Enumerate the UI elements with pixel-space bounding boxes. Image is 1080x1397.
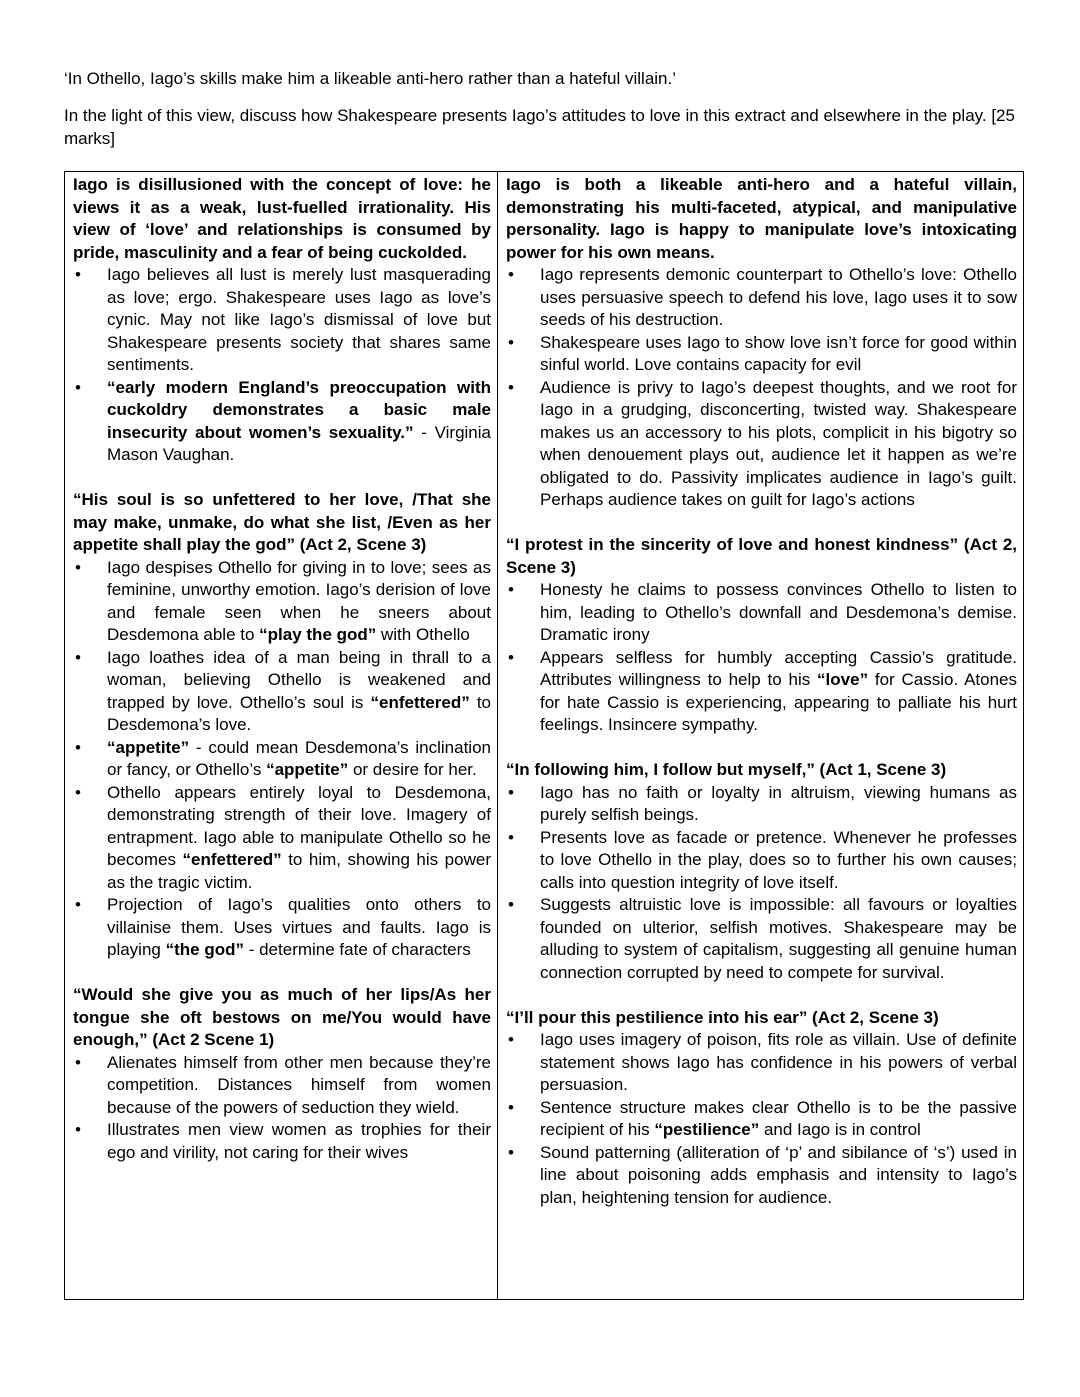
list-item	[73, 377, 491, 467]
list-item	[73, 647, 491, 737]
section-heading: “I protest in the sincerity of love and honest kindness” (Act 2, Scene 3)	[506, 535, 1017, 577]
bullet-list	[506, 264, 1017, 512]
bullet-list	[73, 264, 491, 467]
item-text: Illustrates men view women as trophies for their ego and virility, not caring for their wives	[107, 1120, 491, 1162]
list-item	[73, 1119, 491, 1164]
item-text: Iago despises Othello for giving in to love; sees as feminine, unworthy emotion. Iago’s derision of love and female seen when he sneers about Desdemona able to	[107, 557, 491, 644]
list-item	[73, 264, 491, 377]
critic-quote: “early modern England’s preoccupation with cuckoldry demonstrates a basic male insecurity about women’s sexuality.”	[107, 377, 491, 442]
section-heading: “In following him, I follow but myself,” (Act 1, Scene 3)	[506, 760, 947, 779]
item-text: Projection of Iago’s qualities onto others to villainise them. Uses virtues and faults. Iago is playing	[107, 895, 491, 959]
section-heading: “Would she give you as much of her lips/As her tongue she oft bestows on me/You would have enough,” (Act 2 Scene 1)	[73, 985, 491, 1049]
item-text: Sentence structure makes clear Othello is to be the passive recipient of his	[540, 1097, 1017, 1139]
item-text: with Othello	[376, 625, 470, 644]
list-item	[506, 1029, 1017, 1097]
item-text: Iago loathes idea of a man being in thrall to a woman, believing Othello is weakened and trapped by love. Othello’s soul is	[107, 647, 491, 712]
item-text: - determine fate of characters	[244, 940, 471, 959]
item-text: Iago uses imagery of poison, fits role as villain. Use of definite statement shows Iago has confidence in his powers of verbal persuasion.	[540, 1030, 1017, 1094]
item-text: Appears selfless for humbly accepting Cassio’s gratitude. Attributes willingness to help to his	[540, 647, 1017, 689]
quote-fragment: “pestilience”	[654, 1120, 760, 1139]
list-item	[506, 894, 1017, 984]
bullet-list	[506, 782, 1017, 985]
bullet-list	[506, 579, 1017, 737]
list-item	[506, 827, 1017, 895]
list-item	[506, 1097, 1017, 1142]
quote-fragment: “play the god”	[259, 625, 377, 644]
list-item	[506, 782, 1017, 827]
item-text: Audience is privy to Iago’s deepest thoughts, and we root for Iago in a grudging, disconcerting, twisted way. Shakespeare makes us an accessory to his plots, complicit in his bigotry so when denouement plays out, audience let it happen as we’re obligated to do. Passivity implicates audience in Iago’s guilt. Perhaps audience takes on guilt for Iago’s actions	[540, 377, 1017, 509]
item-text: Iago represents demonic counterpart to Othello’s love: Othello uses persuasive speech to defend his love, Iago uses it to sow seeds of his destruction.	[540, 265, 1017, 329]
list-item	[73, 737, 491, 782]
essay-question-quote: ‘In Othello, Iago’s skills make him a likeable anti-hero rather than a hateful villain.’	[64, 69, 676, 88]
quote-fragment: “the god”	[165, 940, 244, 959]
item-text: - Virginia Mason Vaughan.	[107, 422, 491, 464]
list-item	[506, 332, 1017, 377]
list-item	[73, 1052, 491, 1120]
item-text: and Iago is in control	[759, 1120, 921, 1139]
bullet-list	[73, 557, 491, 962]
item-text: Iago believes all lust is merely lust masquerading as love; ergo. Shakespeare uses Iago as love’s cynic. May not like Iago’s dismissal of love but Shakespeare presents society that shares same sentiments.	[107, 265, 491, 374]
essay-question-task: In the light of this view, discuss how Shakespeare presents Iago’s attitudes to love in this extract and elsewhere in the play. [25 marks]	[64, 106, 1015, 148]
item-text: to him, showing his power as the tragic victim.	[107, 850, 491, 892]
quote-fragment: “appetite”	[266, 760, 349, 779]
item-text: to Desdemona’s love.	[107, 692, 491, 734]
item-text: Othello appears entirely loyal to Desdemona, demonstrating strength of their love. Imagery of entrapment. Iago able to manipulate Othello so he becomes	[107, 782, 491, 869]
section-heading: “His soul is so unfettered to her love, /That she may make, unmake, do what she list, /Even as her appetite shall play the god” (Act 2, Scene 3)	[73, 490, 491, 554]
list-item	[506, 647, 1017, 737]
quote-fragment: “enfettered”	[370, 692, 470, 712]
notes-column-right	[498, 172, 1023, 1299]
item-text: Honesty he claims to possess convinces Othello to listen to him, leading to Othello’s downfall and Desdemona’s demise. Dramatic irony	[540, 580, 1017, 644]
section-heading: “I’ll pour this pestilience into his ear” (Act 2, Scene 3)	[506, 1007, 939, 1027]
list-item	[506, 264, 1017, 332]
bullet-list	[73, 1052, 491, 1165]
item-text: Alienates himself from other men because they’re competition. Distances himself from women because of the powers of seduction they wield.	[107, 1052, 491, 1117]
section-heading: Iago is disillusioned with the concept of love: he views it as a weak, lust-fuelled irrationality. His view of ‘love’ and relationships is consumed by pride, masculinity and a fear of being cuckolded.	[73, 175, 491, 262]
item-text: Shakespeare uses Iago to show love isn’t force for good within sinful world. Love contains capacity for evil	[540, 332, 1017, 374]
list-item	[73, 782, 491, 895]
list-item	[73, 894, 491, 962]
quote-fragment: “enfettered”	[182, 850, 282, 869]
item-text: or desire for her.	[348, 760, 477, 779]
item-text: Presents love as facade or pretence. Whenever he professes to love Othello in the play, does so to further his own causes; calls into question integrity of love itself.	[540, 827, 1017, 892]
list-item	[506, 377, 1017, 512]
quote-fragment: “appetite”	[107, 737, 190, 757]
bullet-list	[506, 1029, 1017, 1209]
notes-column-left	[65, 172, 498, 1299]
list-item	[506, 579, 1017, 647]
list-item	[506, 1142, 1017, 1210]
quote-fragment: “love”	[817, 670, 869, 689]
item-text: for Cassio. Atones for hate Cassio is experiencing, appearing to palliate his hurt feelings. Insincere sympathy.	[540, 670, 1017, 734]
item-text: Iago has no faith or loyalty in altruism, viewing humans as purely selfish beings.	[540, 782, 1017, 824]
item-text: Suggests altruistic love is impossible: all favours or loyalties founded on ulterior, selfish motives. Shakespeare may be alluding to system of capitalism, suggesting all genuine human connection corrupted by need to compete for survival.	[540, 895, 1017, 982]
section-heading: Iago is both a likeable anti-hero and a hateful villain, demonstrating his multi-faceted, atypical, and manipulative personality. Iago is happy to manipulate love’s intoxicating power for his own means.	[506, 175, 1017, 262]
list-item	[73, 557, 491, 647]
notes-table	[64, 171, 1024, 1300]
item-text: - could mean Desdemona’s inclination or fancy, or Othello’s	[107, 737, 491, 779]
item-text: Sound patterning (alliteration of ‘p’ and sibilance of ‘s’) used in line about poisoning adds emphasis and intensity to Iago’s plan, heightening tension for audience.	[540, 1142, 1017, 1207]
